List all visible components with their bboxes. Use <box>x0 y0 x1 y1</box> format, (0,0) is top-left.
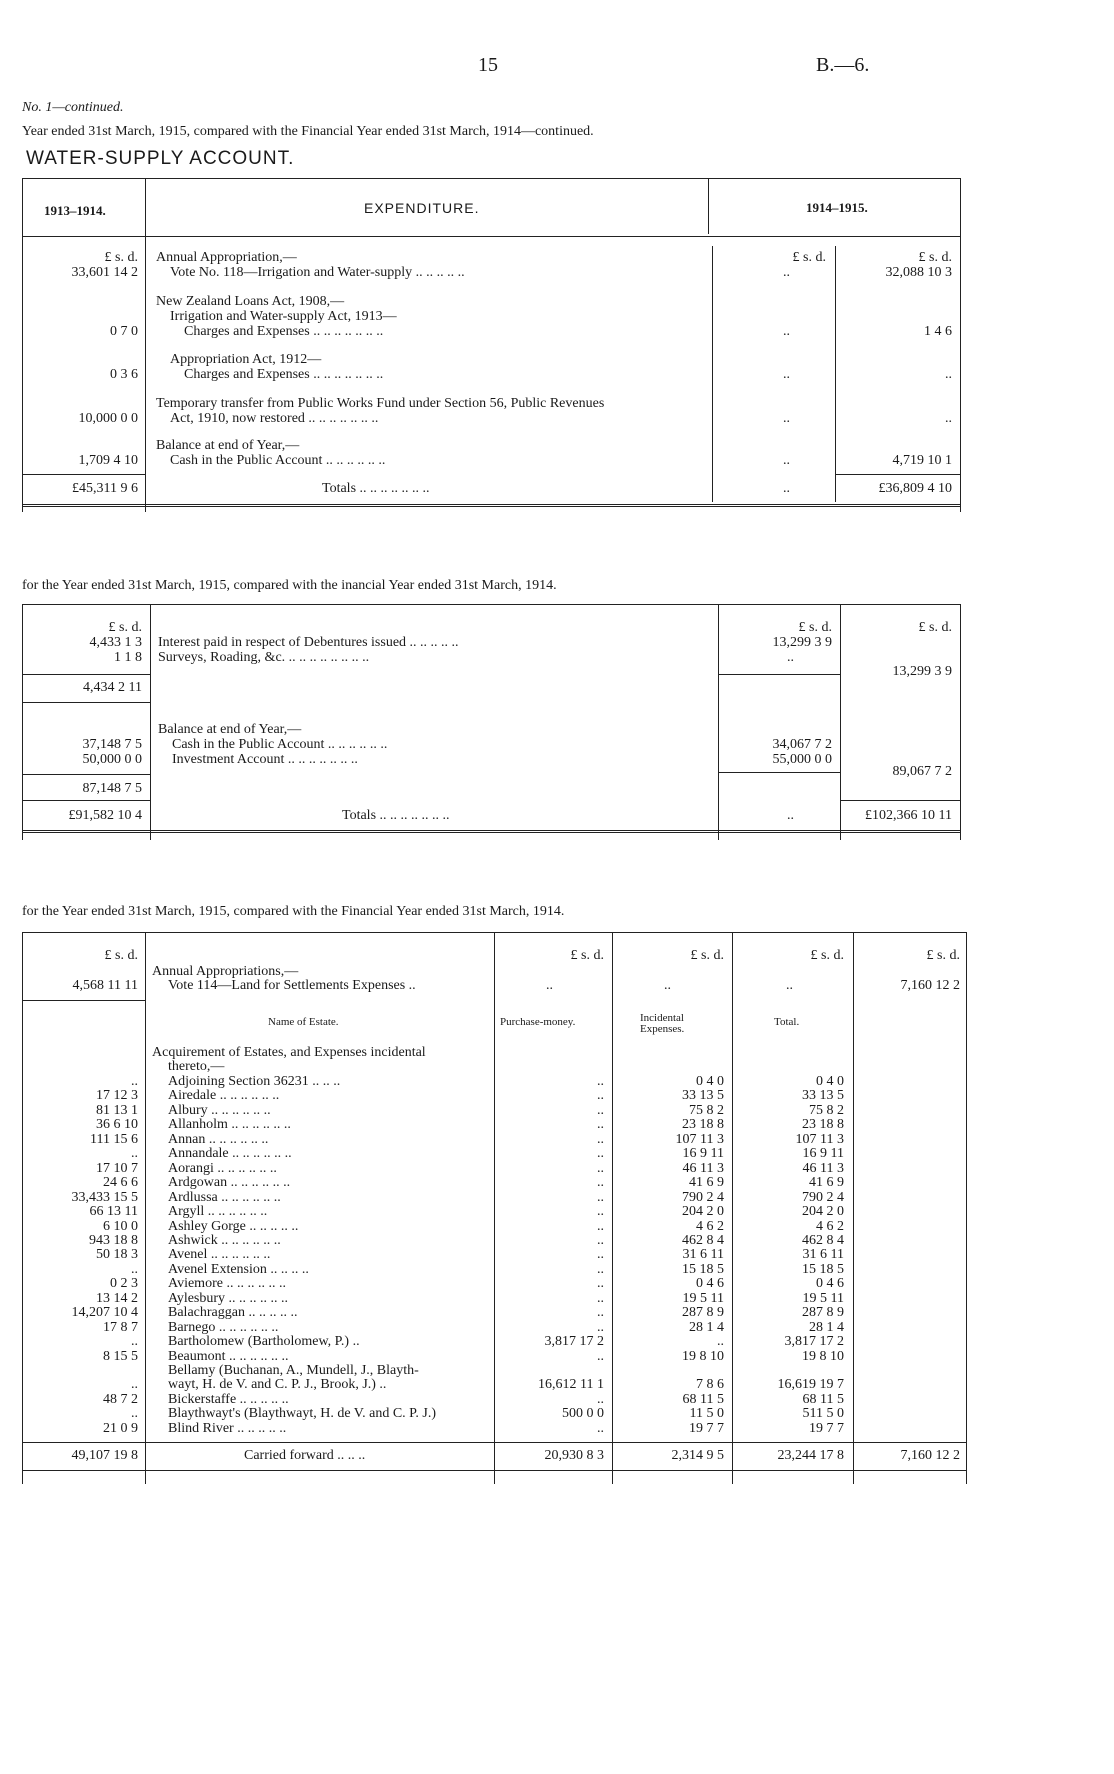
estate-prev: 48 7 2 <box>103 1392 138 1407</box>
estate-prev: 14,207 10 4 <box>71 1305 138 1320</box>
estate-name: Blaythwayt's (Blaythwayt, H. de V. and C. P. J.) <box>168 1406 436 1421</box>
row-prev: 50,000 0 0 <box>82 752 142 767</box>
vote-tot: .. <box>786 978 793 993</box>
estate-name: Aylesbury .. .. .. .. .. .. <box>168 1291 289 1306</box>
estate-total: 68 11 5 <box>802 1392 844 1407</box>
vote-label: Annual Appropriations,— <box>152 964 299 979</box>
estate-prev: .. <box>131 1334 138 1349</box>
row-label: New Zealand Loans Act, 1908,— <box>156 294 345 309</box>
row-b: .. <box>945 411 952 426</box>
row-label: Annual Appropriation,— <box>156 250 297 265</box>
estate-purchase-money: .. <box>597 1175 604 1190</box>
estate-incidental-expenses: 790 2 4 <box>682 1190 724 1205</box>
totals-label: Totals .. .. .. .. .. .. .. <box>342 808 450 823</box>
unit-b: £ s. d. <box>918 620 952 635</box>
row-a: .. <box>783 265 790 280</box>
unit-prev: £ s. d. <box>104 948 138 963</box>
row-prev: 0 3 6 <box>110 367 138 382</box>
estate-name: Annan .. .. .. .. .. .. <box>168 1132 269 1147</box>
estate-total: 41 6 9 <box>809 1175 844 1190</box>
estate-total: 75 8 2 <box>809 1103 844 1118</box>
estate-incidental-expenses: 23 18 8 <box>682 1117 724 1132</box>
row-prev: 1 1 8 <box>114 650 142 665</box>
row-prev: 33,601 14 2 <box>71 265 138 280</box>
estate-purchase-money: .. <box>597 1262 604 1277</box>
page-reference: B.—6. <box>816 54 870 76</box>
estate-total: 19 8 10 <box>802 1349 844 1364</box>
estate-total: 3,817 17 2 <box>784 1334 844 1349</box>
estate-purchase-money: .. <box>597 1276 604 1291</box>
estate-incidental-expenses: 107 11 3 <box>675 1132 724 1147</box>
estate-prev: .. <box>131 1074 138 1089</box>
unit-b: £ s. d. <box>918 250 952 265</box>
row-prev: 4,433 1 3 <box>89 635 142 650</box>
column-header-1914-1915: 1914–1915. <box>806 200 868 215</box>
row-label: Investment Account .. .. .. .. .. .. .. <box>172 752 358 767</box>
estate-name: Ardlussa .. .. .. .. .. .. <box>168 1190 281 1205</box>
row-label: Cash in the Public Account .. .. .. .. .. .. <box>172 737 388 752</box>
estate-incidental-expenses: 68 11 5 <box>682 1392 724 1407</box>
estate-purchase-money: 500 0 0 <box>562 1406 604 1421</box>
estate-purchase-money: .. <box>597 1074 604 1089</box>
section-subtitle: Year ended 31st March, 1915, compared with the Financial Year ended 31st March, 1914—continued. <box>22 124 594 139</box>
totals-prev: £45,311 9 6 <box>72 481 138 496</box>
vote-right: 7,160 12 2 <box>900 978 960 993</box>
column-header-expenses: Expenses. <box>640 1023 685 1035</box>
estate-total: 19 7 7 <box>809 1421 844 1436</box>
row-a: 13,299 3 9 <box>772 635 832 650</box>
column-header-expenditure: EXPENDITURE. <box>364 200 480 216</box>
estate-name: Aviemore .. .. .. .. .. .. <box>168 1276 286 1291</box>
row-a: .. <box>787 650 794 665</box>
row-prev: 37,148 7 5 <box>82 737 142 752</box>
estate-purchase-money: .. <box>597 1103 604 1118</box>
estate-total: 4 6 2 <box>816 1219 844 1234</box>
page-number: 15 <box>478 54 498 76</box>
column-header-name: Name of Estate. <box>268 1016 339 1028</box>
estate-incidental-expenses: 19 7 7 <box>689 1421 724 1436</box>
estate-name: Bartholomew (Bartholomew, P.) .. <box>168 1334 360 1349</box>
estate-prev: 36 6 10 <box>96 1117 138 1132</box>
estate-prev: 0 2 3 <box>110 1276 138 1291</box>
carried-forward-tot: 23,244 17 8 <box>777 1448 844 1463</box>
estate-prev: 17 12 3 <box>96 1088 138 1103</box>
estate-prev: 8 15 5 <box>103 1349 138 1364</box>
row-prev: 0 7 0 <box>110 324 138 339</box>
estate-incidental-expenses: .. <box>717 1334 724 1349</box>
column-header-1913-1914: 1913–1914. <box>44 203 106 218</box>
estate-name: Avenel .. .. .. .. .. .. <box>168 1247 271 1262</box>
column-header-incidental: Incidental <box>640 1012 684 1024</box>
row-b: 32,088 10 3 <box>885 265 952 280</box>
estate-name: Bellamy (Buchanan, A., Mundell, J., Blayth- <box>168 1363 419 1378</box>
estate-name: Barnego .. .. .. .. .. .. <box>168 1320 279 1335</box>
estate-incidental-expenses: 28 1 4 <box>689 1320 724 1335</box>
row-label: Appropriation Act, 1912— <box>170 352 322 367</box>
estate-total: 204 2 0 <box>802 1204 844 1219</box>
totals-a: .. <box>787 808 794 823</box>
totals-prev: £91,582 10 4 <box>68 808 142 823</box>
estate-name: Beaumont .. .. .. .. .. .. <box>168 1349 289 1364</box>
estate-purchase-money: .. <box>597 1291 604 1306</box>
carried-forward-right: 7,160 12 2 <box>900 1448 960 1463</box>
row-label: Charges and Expenses .. .. .. .. .. .. .. <box>184 324 384 339</box>
estate-name: Bickerstaffe .. .. .. .. .. <box>168 1392 289 1407</box>
estate-total: 33 13 5 <box>802 1088 844 1103</box>
estate-purchase-money: .. <box>597 1233 604 1248</box>
estate-incidental-expenses: 41 6 9 <box>689 1175 724 1190</box>
estate-incidental-expenses: 4 6 2 <box>696 1219 724 1234</box>
estate-name: Ashley Gorge .. .. .. .. .. <box>168 1219 299 1234</box>
totals-b: £102,366 10 11 <box>865 808 952 823</box>
estate-incidental-expenses: 33 13 5 <box>682 1088 724 1103</box>
estate-name: Argyll .. .. .. .. .. .. <box>168 1204 268 1219</box>
estate-total: 16 9 11 <box>802 1146 844 1161</box>
estate-name: Ashwick .. .. .. .. .. .. <box>168 1233 281 1248</box>
estate-total: 28 1 4 <box>809 1320 844 1335</box>
estate-prev: 50 18 3 <box>96 1247 138 1262</box>
estate-purchase-money: .. <box>597 1146 604 1161</box>
subtotal-prev: 4,434 2 11 <box>83 680 142 695</box>
estate-incidental-expenses: 75 8 2 <box>689 1103 724 1118</box>
row-a: 34,067 7 2 <box>772 737 832 752</box>
estate-incidental-expenses: 462 8 4 <box>682 1233 724 1248</box>
estate-prev: 111 15 6 <box>90 1132 138 1147</box>
row-label: Cash in the Public Account .. .. .. .. .. .. <box>170 453 386 468</box>
estate-prev: 17 8 7 <box>103 1320 138 1335</box>
estate-total: 0 4 0 <box>816 1074 844 1089</box>
estate-prev: 6 10 0 <box>103 1219 138 1234</box>
unit-prev: £ s. d. <box>104 250 138 265</box>
table-3-title: for the Year ended 31st March, 1915, compared with the Financial Year ended 31st March, 1914. <box>22 904 565 919</box>
estate-total: 511 5 0 <box>802 1406 844 1421</box>
unit-pm: £ s. d. <box>570 948 604 963</box>
estate-total: 462 8 4 <box>802 1233 844 1248</box>
unit-a: £ s. d. <box>792 250 826 265</box>
unit-ie: £ s. d. <box>690 948 724 963</box>
table-2-title: for the Year ended 31st March, 1915, compared with the inancial Year ended 31st March, 1914. <box>22 578 557 593</box>
estate-total: 0 4 6 <box>816 1276 844 1291</box>
row-label: Balance at end of Year,— <box>156 438 300 453</box>
column-header-total: Total. <box>774 1016 800 1028</box>
vote-ie: .. <box>664 978 671 993</box>
estate-purchase-money: .. <box>597 1117 604 1132</box>
estate-total: 15 18 5 <box>802 1262 844 1277</box>
estate-prev: 81 13 1 <box>96 1103 138 1118</box>
totals-b: £36,809 4 10 <box>878 481 952 496</box>
estate-incidental-expenses: 46 11 3 <box>682 1161 724 1176</box>
estate-purchase-money: 16,612 11 1 <box>538 1377 604 1392</box>
estate-purchase-money: .. <box>597 1305 604 1320</box>
carried-forward-ie: 2,314 9 5 <box>671 1448 724 1463</box>
carried-forward-label: Carried forward .. .. .. <box>244 1448 366 1463</box>
estate-total: 46 11 3 <box>802 1161 844 1176</box>
row-a: .. <box>783 453 790 468</box>
estate-prev: .. <box>131 1262 138 1277</box>
vote-prev: 4,568 11 11 <box>72 978 138 993</box>
carried-forward-pm: 20,930 8 3 <box>544 1448 604 1463</box>
unit-prev: £ s. d. <box>108 620 142 635</box>
estate-purchase-money: .. <box>597 1190 604 1205</box>
estate-name: wayt, H. de V. and C. P. J., Brook, J.) .. <box>168 1377 387 1392</box>
estate-incidental-expenses: 7 8 6 <box>696 1377 724 1392</box>
unit-a: £ s. d. <box>798 620 832 635</box>
row-a: .. <box>783 367 790 382</box>
estate-total: 107 11 3 <box>795 1132 844 1147</box>
row-a: .. <box>783 411 790 426</box>
estate-total: 19 5 11 <box>802 1291 844 1306</box>
carried-forward-prev: 49,107 19 8 <box>71 1448 138 1463</box>
estate-total: 790 2 4 <box>802 1190 844 1205</box>
estate-prev: 66 13 11 <box>89 1204 138 1219</box>
estate-purchase-money: .. <box>597 1421 604 1436</box>
estate-total: 287 8 9 <box>802 1305 844 1320</box>
estate-prev: 21 0 9 <box>103 1421 138 1436</box>
row-label: Charges and Expenses .. .. .. .. .. .. .. <box>184 367 384 382</box>
estate-incidental-expenses: 11 5 0 <box>689 1406 724 1421</box>
row-a: 55,000 0 0 <box>772 752 832 767</box>
estate-prev: .. <box>131 1406 138 1421</box>
estate-name: Ardgowan .. .. .. .. .. .. <box>168 1175 291 1190</box>
estate-purchase-money: .. <box>597 1204 604 1219</box>
estate-purchase-money: .. <box>597 1161 604 1176</box>
row-label: Act, 1910, now restored .. .. .. .. .. .. .. <box>170 411 379 426</box>
estate-name: Blind River .. .. .. .. .. <box>168 1421 287 1436</box>
unit-tot: £ s. d. <box>810 948 844 963</box>
estate-purchase-money: .. <box>597 1349 604 1364</box>
estate-name: Balachraggan .. .. .. .. .. <box>168 1305 298 1320</box>
estate-incidental-expenses: 16 9 11 <box>682 1146 724 1161</box>
estate-purchase-money: .. <box>597 1247 604 1262</box>
subtotal-b: 89,067 7 2 <box>892 764 952 779</box>
estate-purchase-money: .. <box>597 1392 604 1407</box>
estate-incidental-expenses: 31 6 11 <box>682 1247 724 1262</box>
totals-label: Totals .. .. .. .. .. .. .. <box>322 481 430 496</box>
row-label: Vote No. 118—Irrigation and Water-supply .. .. .. .. .. <box>170 265 465 280</box>
estate-purchase-money: .. <box>597 1219 604 1234</box>
estate-prev: 943 18 8 <box>89 1233 138 1248</box>
estate-purchase-money: .. <box>597 1088 604 1103</box>
estate-purchase-money: 3,817 17 2 <box>544 1334 604 1349</box>
row-label: Irrigation and Water-supply Act, 1913— <box>170 309 397 324</box>
estate-prev: .. <box>131 1146 138 1161</box>
acquirement-label: thereto,— <box>168 1059 225 1074</box>
estate-total: 23 18 8 <box>802 1117 844 1132</box>
row-b: 1 4 6 <box>924 324 952 339</box>
estate-prev: 13 14 2 <box>96 1291 138 1306</box>
estate-prev: .. <box>131 1377 138 1392</box>
estate-incidental-expenses: 19 5 11 <box>682 1291 724 1306</box>
row-label: Balance at end of Year,— <box>158 722 302 737</box>
subtotal-b: 13,299 3 9 <box>892 664 952 679</box>
estate-total: 16,619 19 7 <box>777 1377 844 1392</box>
estate-name: Allanholm .. .. .. .. .. .. <box>168 1117 291 1132</box>
row-label: Interest paid in respect of Debentures issued .. .. .. .. .. <box>158 635 459 650</box>
estate-purchase-money: .. <box>597 1132 604 1147</box>
row-b: 4,719 10 1 <box>892 453 952 468</box>
estate-incidental-expenses: 19 8 10 <box>682 1349 724 1364</box>
vote-pm: .. <box>546 978 553 993</box>
estate-incidental-expenses: 287 8 9 <box>682 1305 724 1320</box>
estate-total: 31 6 11 <box>802 1247 844 1262</box>
estate-prev: 17 10 7 <box>96 1161 138 1176</box>
estate-incidental-expenses: 0 4 6 <box>696 1276 724 1291</box>
estate-name: Annandale .. .. .. .. .. .. <box>168 1146 292 1161</box>
row-label: Temporary transfer from Public Works Fund under Section 56, Public Revenues <box>156 396 605 411</box>
estate-name: Avenel Extension .. .. .. .. <box>168 1262 309 1277</box>
estate-name: Adjoining Section 36231 .. .. .. <box>168 1074 341 1089</box>
estate-incidental-expenses: 204 2 0 <box>682 1204 724 1219</box>
row-a: .. <box>783 324 790 339</box>
estate-prev: 33,433 15 5 <box>71 1190 138 1205</box>
section-label: No. 1—continued. <box>22 100 124 115</box>
vote-label: Vote 114—Land for Settlements Expenses .. <box>168 978 416 993</box>
subtotal-prev: 87,148 7 5 <box>82 781 142 796</box>
acquirement-label: Acquirement of Estates, and Expenses incidental <box>152 1045 426 1060</box>
estate-name: Aorangi .. .. .. .. .. .. <box>168 1161 277 1176</box>
row-prev: 10,000 0 0 <box>78 411 138 426</box>
row-b: .. <box>945 367 952 382</box>
row-prev: 1,709 4 10 <box>78 453 138 468</box>
estate-incidental-expenses: 15 18 5 <box>682 1262 724 1277</box>
estate-purchase-money: .. <box>597 1320 604 1335</box>
unit-right: £ s. d. <box>926 948 960 963</box>
estate-prev: 24 6 6 <box>103 1175 138 1190</box>
row-label: Surveys, Roading, &c. .. .. .. .. .. .. .. .. <box>158 650 370 665</box>
estate-name: Airedale .. .. .. .. .. .. <box>168 1088 280 1103</box>
estate-incidental-expenses: 0 4 0 <box>696 1074 724 1089</box>
totals-a: .. <box>783 481 790 496</box>
column-header-purchase: Purchase-money. <box>500 1016 576 1028</box>
estate-name: Albury .. .. .. .. .. .. <box>168 1103 271 1118</box>
account-title: WATER-SUPPLY ACCOUNT. <box>26 148 295 169</box>
